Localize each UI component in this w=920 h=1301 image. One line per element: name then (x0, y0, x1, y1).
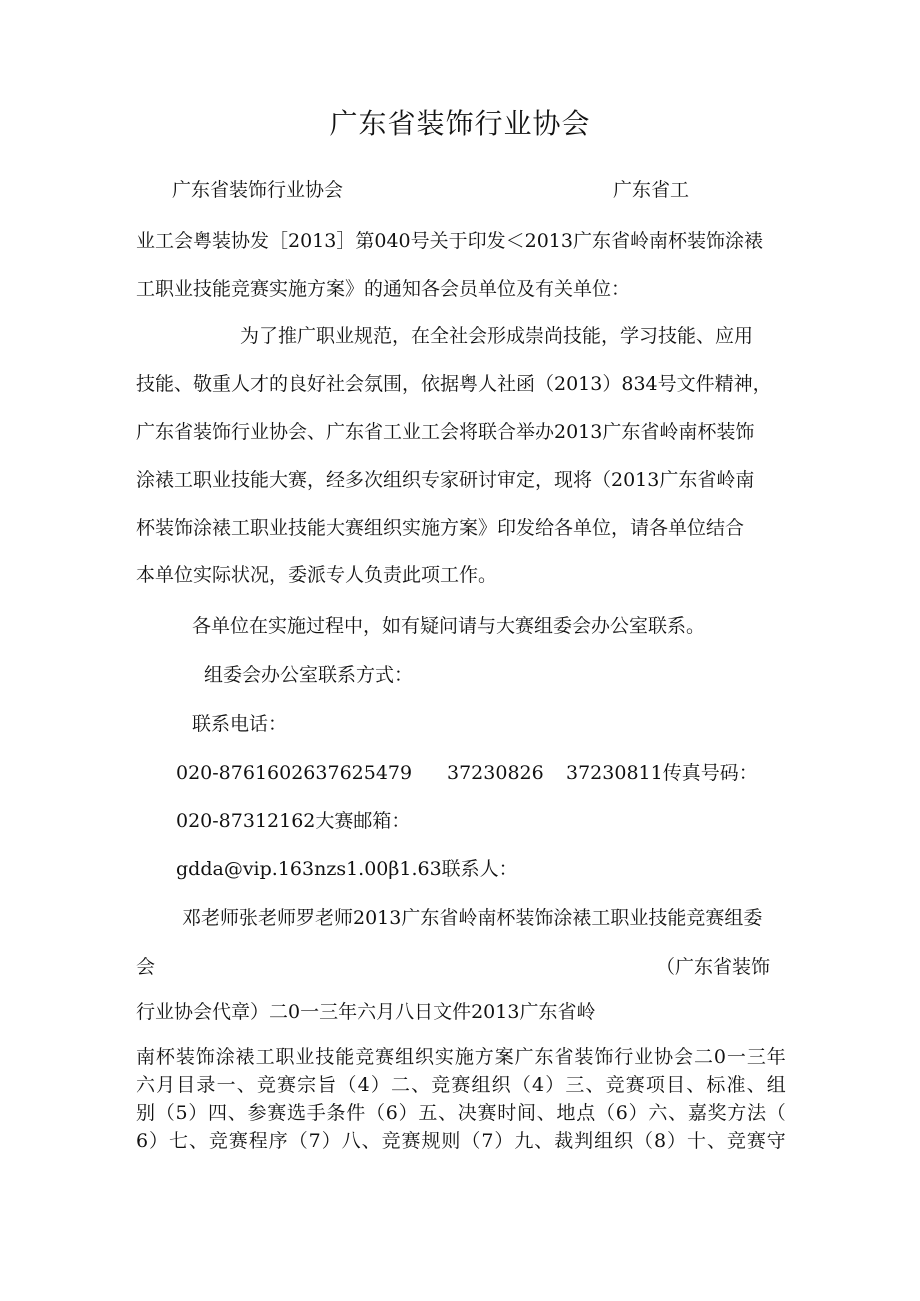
phone-number: 37230826 (447, 762, 544, 784)
body-line: （广东省装饰 (656, 956, 771, 978)
header-left-text: 广东省装饰行业协会 (172, 179, 344, 201)
body-line: 工职业技能竞赛实施方案》的通知各会员单位及有关单位： (136, 278, 631, 300)
table-of-contents (136, 1043, 786, 1155)
body-line: 涂裱工职业技能大赛，经多次组织专家研讨审定，现将（2013广东省岭南 (136, 469, 755, 491)
body-line: 杯装饰涂裱工职业技能大赛组织实施方案》印发给各单位，请各单位结合 (136, 517, 745, 539)
body-line: 联系电话： (192, 713, 288, 735)
body-line: 技能、敬重人才的良好社会氛围，依据粤人社函（2013）834号文件精神， (136, 373, 772, 395)
body-line: 邓老师张老师罗老师2013广东省岭南杯装饰涂裱工职业技能竞赛组委 (182, 907, 763, 929)
body-line: 行业协会代章）二0一三年六月八日文件2013广东省岭 (136, 1001, 596, 1023)
body-line: 本单位实际状况，委派专人负责此项工作。 (136, 564, 498, 586)
fax-number: 020-87312162大赛邮箱： (176, 810, 411, 832)
body-line: 为了推广职业规范，在全社会形成崇尚技能，学习技能、应用 (240, 325, 754, 347)
body-line: 会 (136, 956, 156, 978)
body-line: 业工会粤装协发［2013］第040号关于印发＜2013广东省岭南杯装饰涂裱 (136, 230, 763, 252)
phone-number: 37230811传真号码： (566, 762, 758, 784)
header-right-text: 广东省工 (613, 179, 690, 201)
email-line: gdda@vip.163nzs1.00β1.63联系人： (176, 858, 518, 880)
toc-line: 别（5）四、参赛选手条件（6）五、决赛时间、地点（6）六、嘉奖方法（ (136, 1102, 786, 1124)
document-title: 广东省装饰行业协会 (329, 107, 591, 140)
toc-line: 6）七、竞赛程序（7）八、竞赛规则（7）九、裁判组织（8）十、竞赛守 (136, 1130, 786, 1152)
toc-line: 南杯装饰涂裱工职业技能竞赛组织实施方案广东省装饰行业协会二0一三年 (136, 1046, 786, 1068)
phone-number: 020-8761602637625479 (176, 762, 413, 784)
toc-line: 六月目录一、竞赛宗旨（4）二、竞赛组织（4）三、竞赛项目、标准、组 (136, 1074, 786, 1096)
body-line: 广东省装饰行业协会、广东省工业工会将联合举办2013广东省岭南杯装饰 (136, 421, 755, 443)
body-line: 组委会办公室联系方式： (204, 664, 414, 686)
body-line: 各单位在实施过程中，如有疑问请与大赛组委会办公室联系。 (192, 615, 706, 637)
